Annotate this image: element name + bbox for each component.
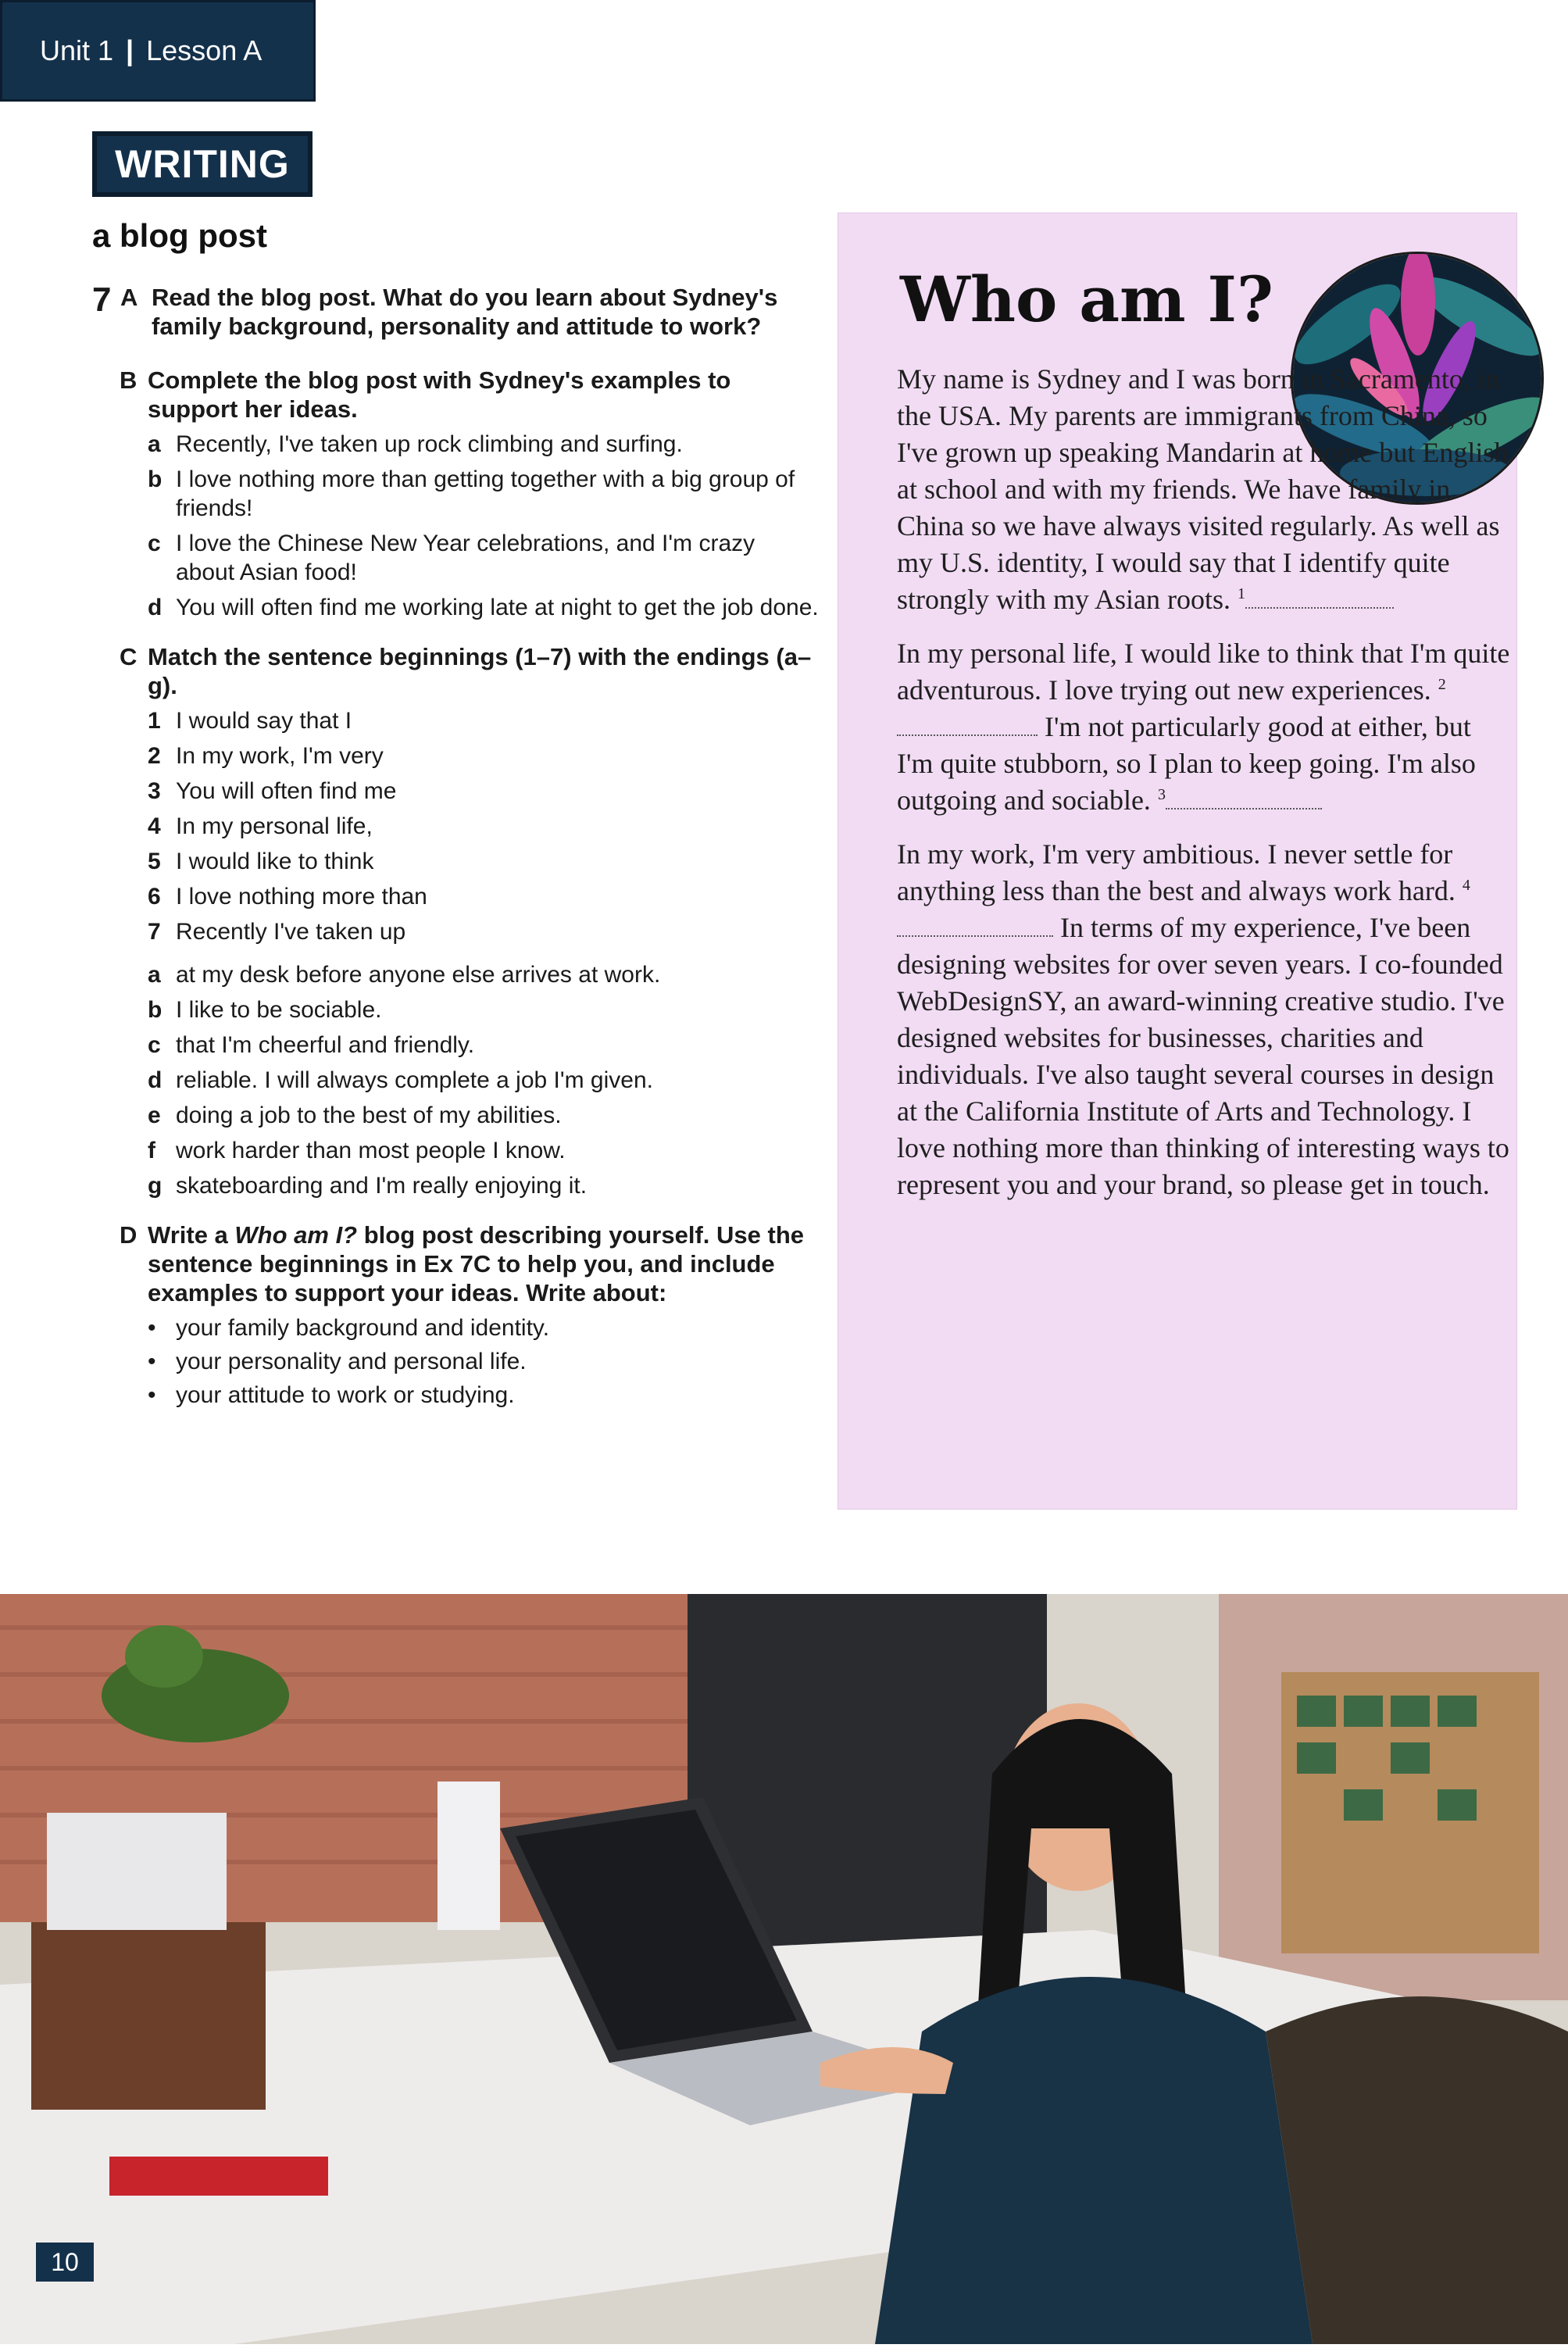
blog-body: [897, 361, 1514, 1220]
example-options: [148, 430, 819, 622]
list-item: 5 I would like to think: [148, 849, 374, 874]
gap-number: 3: [1157, 786, 1166, 803]
gap-blank[interactable]: [1245, 584, 1394, 609]
unit-label: Unit 1: [40, 34, 114, 66]
list-item: e doing a job to the best of my abilities.: [148, 1103, 562, 1128]
exercise-7b: [120, 366, 819, 423]
list-item: f work harder than most people I know.: [148, 1138, 566, 1163]
gap-blank[interactable]: [897, 912, 1053, 937]
section-subtitle: a blog post: [92, 217, 267, 254]
list-item: 3 You will often find me: [148, 778, 397, 804]
exercise-7d: [120, 1220, 819, 1307]
blog-paragraph: In my work, I'm very ambitious. I never settle for anything less than the best and always work hard. $^4$ In terms of my experience, I've been designing websites for over seven years. I co-founded WebDesignSY, an award-winning creative studio. I've designed websites for businesses, charities and individuals. I've also taught several courses in design at the California Institute of Arts and Technology. I love nothing more than thinking of interesting ways to represent you and your brand, so please get in touch.: [897, 838, 1509, 1200]
exercise-instruction: Write a Who am I? blog post describing yourself. Use the sentence beginnings in Ex 7C to help you, and include examples to support your ideas. Write about:: [148, 1221, 804, 1306]
exercise-number: 7: [92, 281, 112, 319]
blog-title: Who am I?: [900, 263, 1273, 336]
exercise-7c: [120, 642, 819, 700]
list-item: 4 In my personal life,: [148, 813, 373, 839]
list-item: • your family background and identity.: [148, 1315, 550, 1341]
list-item: d You will often find me working late at night to get the job done.: [148, 595, 819, 620]
list-item: 2 In my work, I'm very: [148, 743, 384, 769]
bullet-icon: •: [148, 1315, 156, 1341]
office-photo: [0, 1594, 1568, 2344]
list-item: 7 Recently I've taken up: [148, 919, 406, 945]
unit-lesson-tab: [0, 0, 316, 102]
list-item: • your personality and personal life.: [148, 1349, 527, 1374]
gap-blank[interactable]: [1166, 784, 1322, 809]
list-item: 1 I would say that I: [148, 708, 352, 734]
list-item: d reliable. I will always complete a job I'm given.: [148, 1067, 653, 1093]
list-item: b I like to be sociable.: [148, 997, 382, 1023]
list-item: c I love the Chinese New Year celebrations, and I'm crazy about Asian food!: [148, 531, 755, 585]
exercise-column: [92, 283, 819, 1414]
exercise-instruction: Complete the blog post with Sydney's examples to support her ideas.: [148, 366, 731, 423]
list-item: c that I'm cheerful and friendly.: [148, 1032, 475, 1058]
exercise-letter: B: [120, 366, 138, 394]
section-badge: WRITING: [92, 131, 313, 197]
list-item: g skateboarding and I'm really enjoying it.: [148, 1173, 588, 1199]
gap-number: 4: [1462, 877, 1470, 894]
blog-paragraph: My name is Sydney and I was born in Sacramento, in the USA. My parents are immigrants from China, so I've grown up speaking Mandarin at home but English at school and with my friends. We have family in China so we have always visited regularly. As well as my U.S. identity, I would say that I identify quite strongly with my Asian roots. $^1$: [897, 363, 1509, 615]
exercise-instruction: Match the sentence beginnings (1–7) with the endings (a–g).: [148, 643, 812, 699]
exercise-letter: A: [120, 284, 138, 311]
list-item: a at my desk before anyone else arrives at work.: [148, 962, 661, 988]
gap-number: 1: [1238, 585, 1246, 602]
list-item: b I love nothing more than getting together with a big group of friends!: [148, 466, 795, 521]
gap-blank[interactable]: [897, 711, 1038, 736]
header-separator: |: [126, 34, 134, 66]
exercise-letter: C: [120, 643, 138, 670]
lesson-label: Lesson A: [146, 34, 263, 66]
page-number: 10: [36, 2243, 94, 2282]
writing-topics: [148, 1313, 819, 1410]
exercise-7a: [92, 283, 819, 341]
sentence-beginnings: [148, 706, 819, 946]
exercise-letter: D: [120, 1221, 138, 1249]
list-item: • your attitude to work or studying.: [148, 1382, 515, 1408]
gap-number: 2: [1438, 676, 1446, 693]
list-item: a Recently, I've taken up rock climbing and surfing.: [148, 431, 683, 457]
bullet-icon: •: [148, 1349, 156, 1374]
bullet-icon: •: [148, 1382, 156, 1408]
blog-paragraph: In my personal life, I would like to think that I'm quite adventurous. I love trying out new experiences. $^2$ I'm not particularly good at either, but I'm quite stubborn, so I plan to keep going. I'm also outgoing and sociable. $^3$: [897, 638, 1510, 816]
sentence-endings: [148, 960, 819, 1200]
list-item: 6 I love nothing more than: [148, 884, 427, 910]
exercise-instruction: Read the blog post. What do you learn about Sydney's family background, personality and attitude to work?: [152, 284, 778, 340]
